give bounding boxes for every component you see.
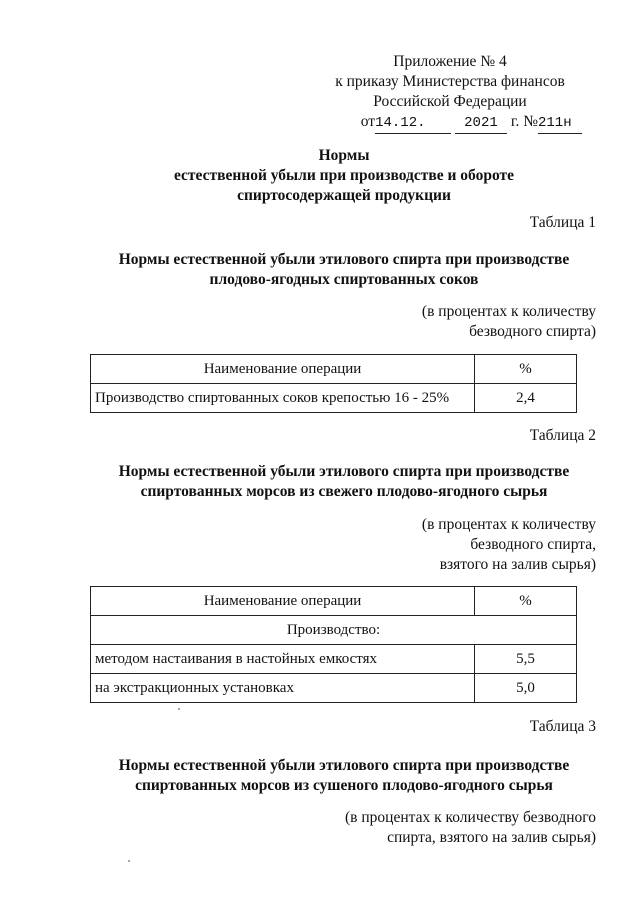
from-label: от — [360, 113, 376, 130]
table-row — [91, 645, 577, 674]
table1-label: Таблица 1 — [529, 214, 596, 231]
year-suffix: г. № — [510, 113, 538, 130]
percent-cell: 5,0 — [475, 674, 577, 703]
document-title-line-2: естественной убыли при производстве и обороте — [173, 167, 515, 184]
appendix-number: Приложение № 4 — [393, 53, 507, 70]
table-group-row — [91, 616, 577, 645]
document-title-line-3: спиртосодержащей продукции — [237, 187, 451, 204]
operation-cell: Производство спиртованных соков крепостью 16 - 25% — [91, 384, 475, 413]
table2 — [90, 586, 577, 703]
table1-title — [0, 250, 640, 290]
table2-label: Таблица 2 — [529, 427, 596, 444]
document-title — [0, 146, 640, 206]
operation-header: Наименование операции — [91, 587, 475, 616]
table-row — [91, 674, 577, 703]
table2-title — [0, 462, 640, 502]
order-date: 14.12. — [375, 113, 451, 134]
percent-header: % — [475, 355, 577, 384]
table3-note-line-1: (в процентах к количеству безводного — [345, 809, 596, 826]
order-reference: к приказу Министерства финансов — [335, 73, 565, 90]
table3-title-line-2: спиртованных морсов из сушеного плодово-ягодного сырья — [135, 777, 553, 794]
table-header-row — [91, 587, 577, 616]
table2-note — [422, 515, 596, 575]
table-header-row — [91, 355, 577, 384]
table1 — [90, 354, 577, 413]
scan-speck — [128, 860, 130, 862]
order-year: 2021 — [455, 113, 507, 134]
order-number: 211н — [538, 113, 582, 134]
order-date-line — [300, 112, 600, 134]
operation-cell: на экстракционных установках — [91, 674, 475, 703]
production-group-cell: Производство: — [91, 616, 577, 645]
appendix-header — [300, 52, 600, 134]
table1-title-line-1: Нормы естественной убыли этилового спирта при производстве — [118, 251, 570, 268]
country-name: Российской Федерации — [373, 93, 527, 110]
table2-note-line-1: (в процентах к количеству — [421, 516, 596, 533]
percent-cell: 2,4 — [475, 384, 577, 413]
table1-note-line-2: безводного спирта) — [469, 323, 596, 340]
percent-header: % — [475, 587, 577, 616]
table3-note — [345, 808, 596, 848]
table3-title-line-1: Нормы естественной убыли этилового спирта при производстве — [118, 757, 570, 774]
table1-note — [422, 302, 596, 342]
percent-cell: 5,5 — [475, 645, 577, 674]
table-row — [91, 384, 577, 413]
table2-title-line-1: Нормы естественной убыли этилового спирта при производстве — [118, 463, 570, 480]
document-title-line-1: Нормы — [318, 147, 370, 164]
table3-title — [0, 756, 640, 796]
table2-note-line-2: безводного спирта, — [470, 536, 596, 553]
table1-note-line-1: (в процентах к количеству — [421, 303, 596, 320]
table3-label: Таблица 3 — [529, 718, 596, 735]
table2-title-line-2: спиртованных морсов из свежего плодово-ягодного сырья — [140, 483, 548, 500]
operation-header: Наименование операции — [91, 355, 475, 384]
table3-note-line-2: спирта, взятого на залив сырья) — [387, 829, 596, 846]
scan-speck — [178, 708, 180, 710]
operation-cell: методом настаивания в настойных емкостях — [91, 645, 475, 674]
table2-note-line-3: взятого на залив сырья) — [439, 556, 596, 573]
table1-title-line-2: плодово-ягодных спиртованных соков — [209, 271, 479, 288]
